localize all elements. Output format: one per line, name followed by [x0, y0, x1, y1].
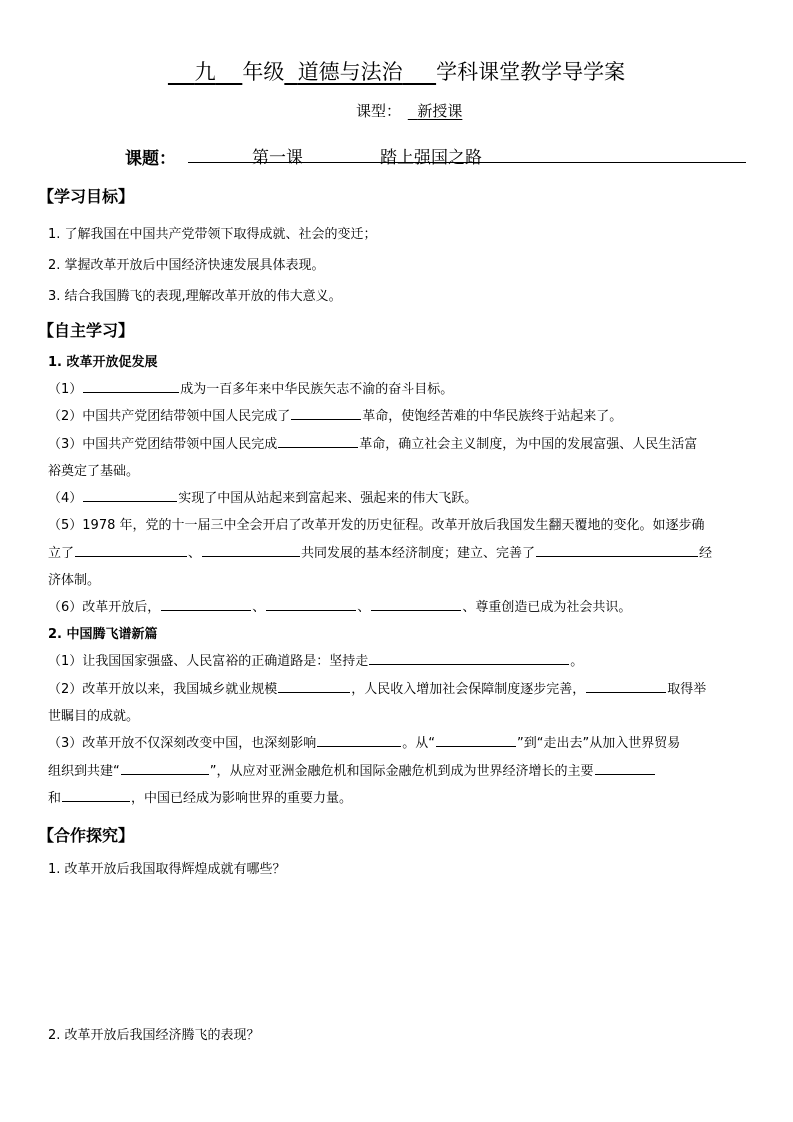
question-1-4: （4） 实现了中国从站起来到富起来、强起来的伟大飞跃。 [48, 487, 477, 506]
question-1-5-cont: 立了 、 共同发展的基本经济制度；建立、完善了 经 [48, 542, 712, 561]
question-1-1: （1） 成为一百多年来中华民族矢志不渝的奋斗目标。 [48, 378, 453, 397]
objectives-heading: 【学习目标】 [38, 187, 135, 206]
question-2-3-end: 和 ，中国已经成为影响世界的重要力量。 [48, 787, 352, 806]
lesson-type: 课型： 新授课 [356, 102, 463, 120]
page-title [0, 56, 793, 86]
fill-blank[interactable] [595, 761, 655, 775]
topic-lesson: 第一课 [252, 148, 303, 168]
cooperation-heading: 【合作探究】 [38, 826, 135, 845]
fill-blank[interactable] [436, 733, 516, 747]
question-2-3: （3）改革开放不仅深刻改变中国，也深刻影响 。从“ ”到“走出去”从加入世界贸易 [48, 732, 680, 751]
fill-blank[interactable] [369, 651, 569, 665]
fill-blank[interactable] [75, 543, 187, 557]
cooperation-question-2: 2. 改革开放后我国经济腾飞的表现？ [48, 1028, 260, 1043]
part1-title: 1. 改革开放促发展 [48, 355, 158, 370]
question-2-3-cont: 组织到共建“ ”，从应对亚洲金融危机和国际金融危机到成为世界经济增长的主要 [48, 760, 656, 779]
question-1-3-cont: 裕奠定了基础。 [48, 464, 140, 479]
subject-field: 道德与法治 [297, 60, 403, 84]
fill-blank[interactable] [317, 733, 401, 747]
fill-blank[interactable] [202, 543, 300, 557]
topic-name: 踏上强国之路 [380, 148, 482, 168]
question-2-1: （1）让我国国家强盛、人民富裕的正确道路是：坚持走 。 [48, 650, 583, 669]
question-1-5-end: 济体制。 [48, 573, 101, 588]
objective-item: 2. 掌握改革开放后中国经济快速发展具体表现。 [48, 258, 325, 273]
fill-blank[interactable] [586, 679, 666, 693]
fill-blank[interactable] [371, 597, 461, 611]
question-1-2: （2）中国共产党团结带领中国人民完成了 革命，使饱经苦难的中华民族终于站起来了。 [48, 405, 622, 424]
part2-title: 2. 中国腾飞谱新篇 [48, 627, 158, 642]
question-2-2-cont: 世瞩目的成就。 [48, 709, 140, 724]
grade-suffix: 年级 [242, 60, 285, 84]
question-1-6: （6）改革开放后， 、 、 、尊重创造已成为社会共识。 [48, 596, 631, 615]
fill-blank[interactable] [83, 379, 179, 393]
question-2-2: （2）改革开放以来，我国城乡就业规模 ，人民收入增加社会保障制度逐步完善， 取得举 [48, 678, 706, 697]
fill-blank[interactable] [278, 679, 350, 693]
fill-blank[interactable] [266, 597, 356, 611]
fill-blank[interactable] [62, 788, 130, 802]
cooperation-question-1: 1. 改革开放后我国取得辉煌成就有哪些？ [48, 862, 286, 877]
fill-blank[interactable] [291, 406, 361, 420]
topic-label: 课题： [125, 149, 176, 169]
fill-blank[interactable] [121, 761, 209, 775]
objective-item: 1. 了解我国在中国共产党带领下取得成就、社会的变迁； [48, 227, 377, 242]
grade-field: 九 [194, 60, 216, 84]
self-study-heading: 【自主学习】 [38, 321, 135, 340]
question-1-5: （5）1978 年，党的十一届三中全会开启了改革开发的历史征程。改革开放后我国发生翻天覆地的变化。如逐步确 [48, 518, 705, 533]
lesson-type-value: 新授课 [417, 102, 463, 120]
fill-blank[interactable] [83, 488, 177, 502]
objective-item: 3. 结合我国腾飞的表现,理解改革开放的伟大意义。 [48, 289, 342, 304]
fill-blank[interactable] [536, 543, 698, 557]
fill-blank[interactable] [278, 434, 358, 448]
title-suffix: 学科课堂教学导学案 [436, 60, 626, 84]
question-1-3: （3）中国共产党团结带领中国人民完成 革命，确立社会主义制度，为中国的发展富强、人民生活富 [48, 433, 697, 452]
fill-blank[interactable] [161, 597, 251, 611]
